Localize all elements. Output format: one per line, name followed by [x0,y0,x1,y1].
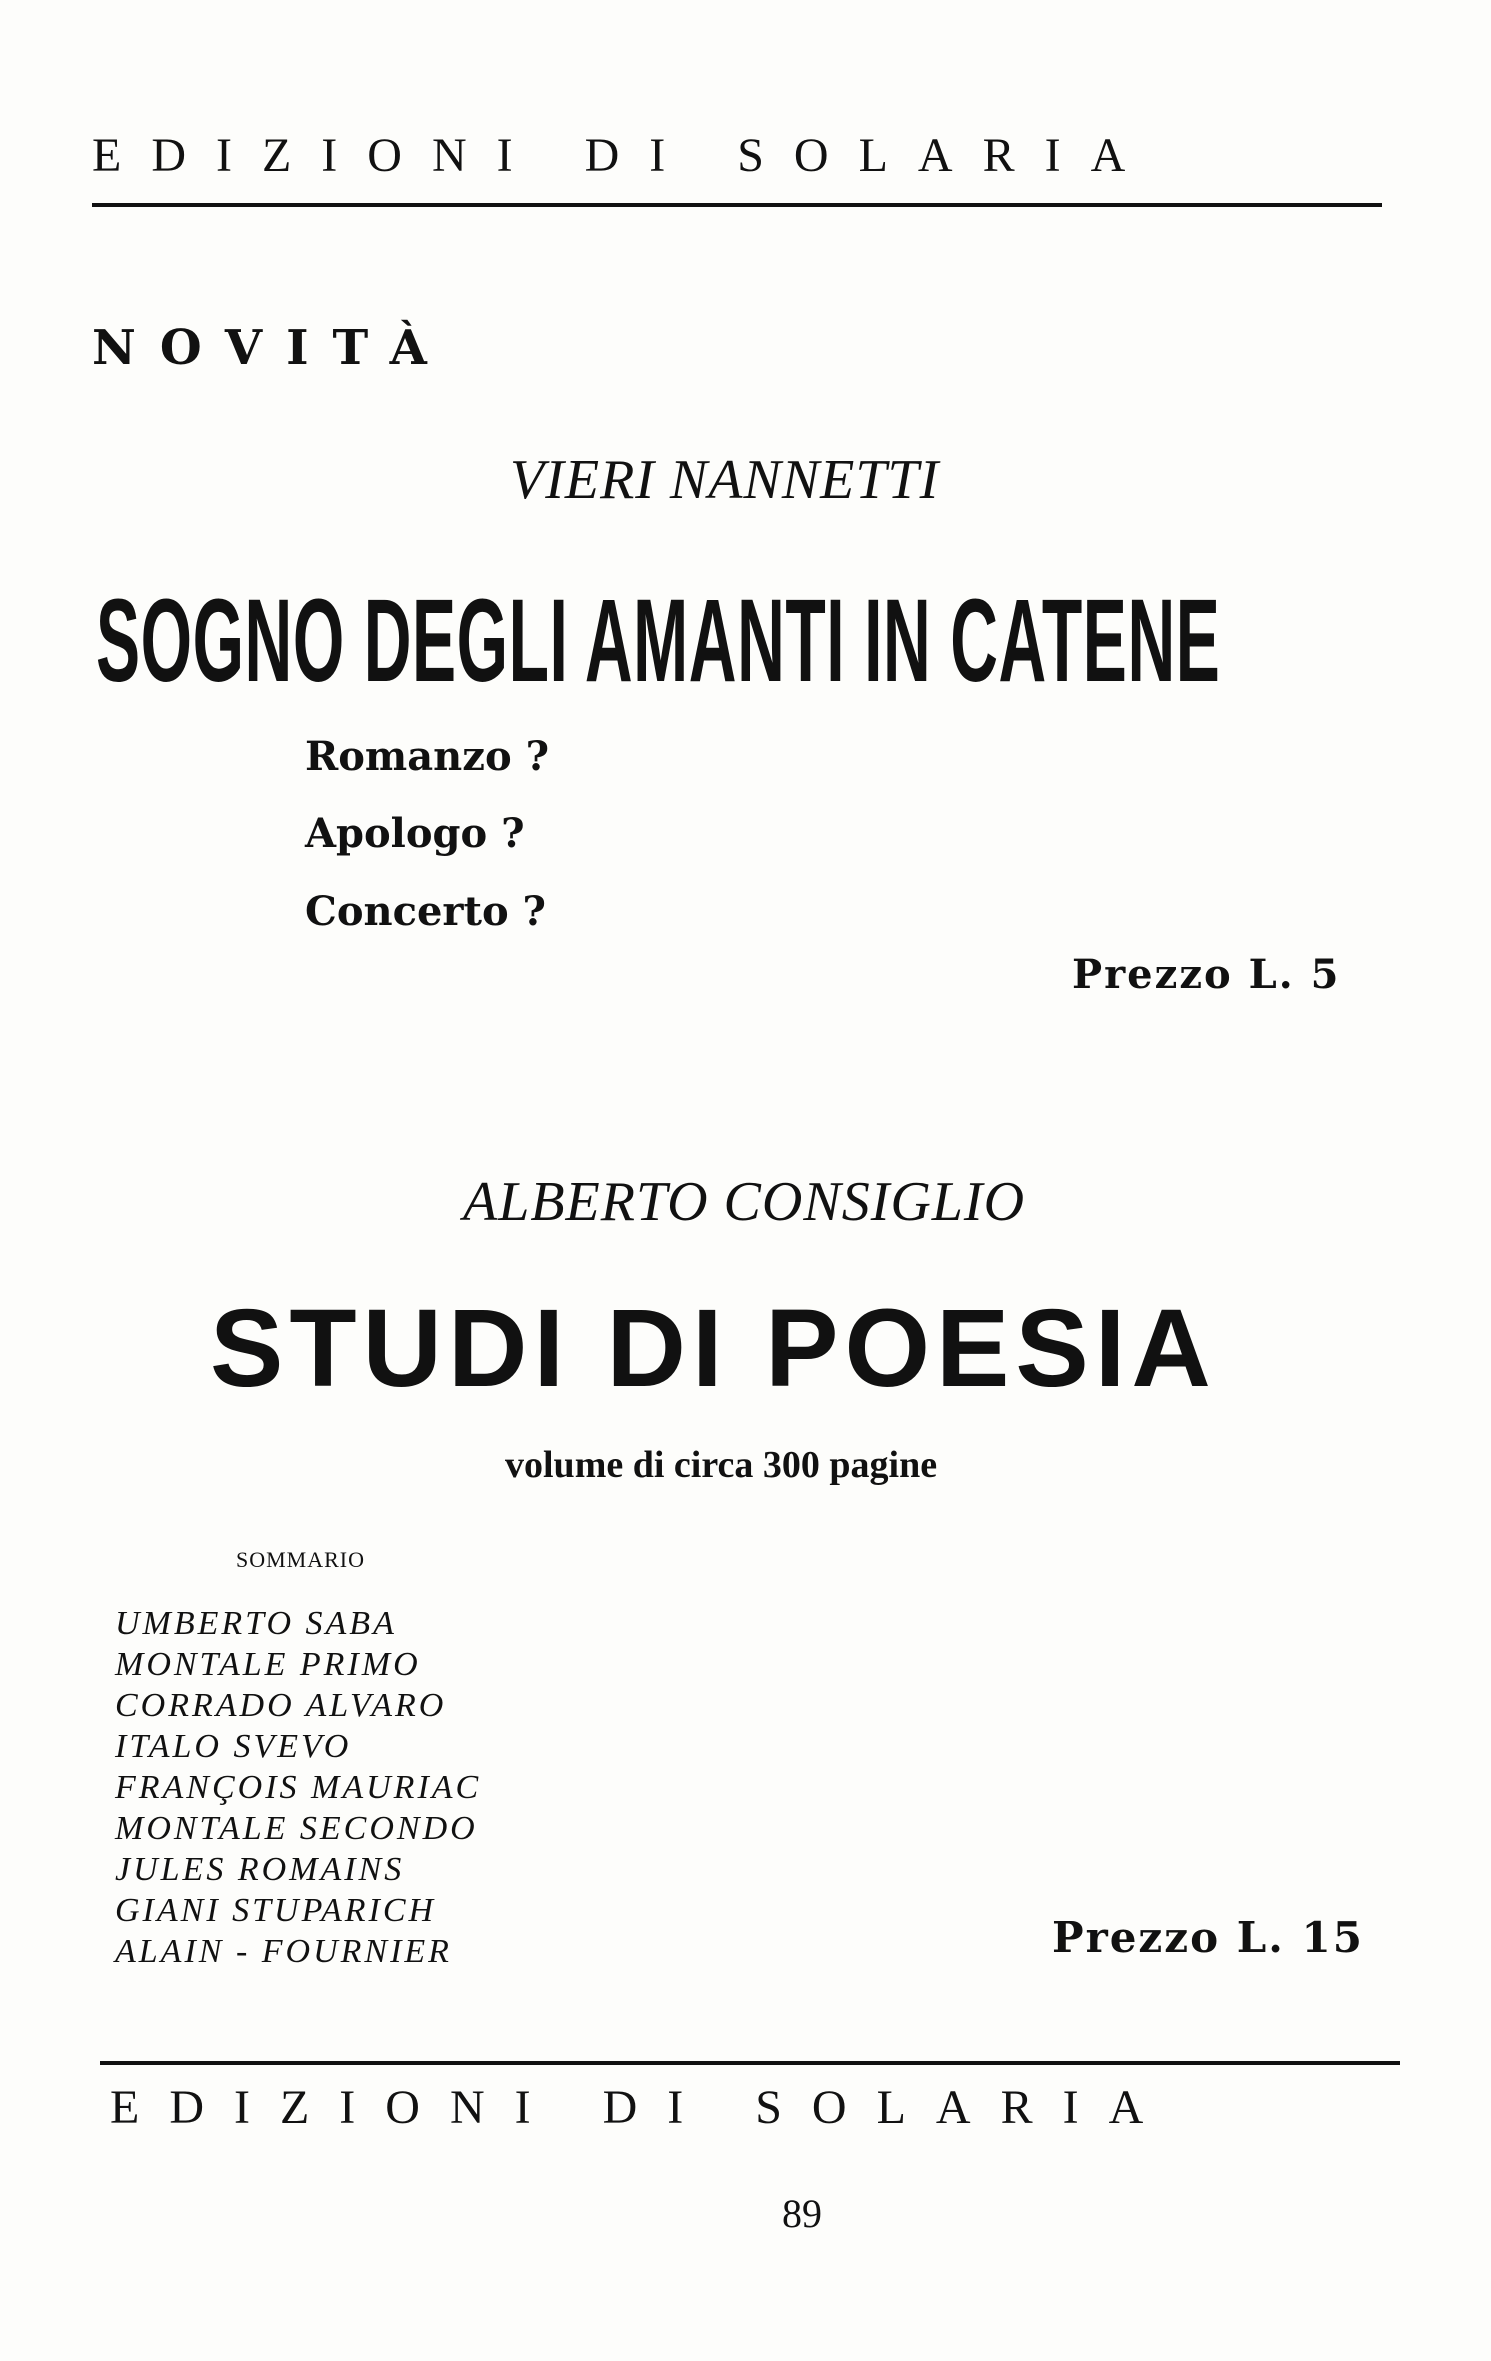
page-number: 89 [782,2191,822,2236]
contents-item: ITALO SVEVO [115,1728,352,1765]
section-label: NOVITÀ [92,320,451,376]
contents-item: UMBERTO SABA [115,1605,397,1642]
contents-list [115,1603,525,1972]
contents-item: MONTALE PRIMO [115,1646,421,1683]
footer-rule [100,2061,1400,2065]
book1-question-1: Romanzo ? [305,733,550,780]
book2-subtitle: volume di circa 300 pagine [505,1444,938,1486]
contents-item: FRANÇOIS MAURIAC [115,1769,482,1806]
footer-publisher: EDIZIONI DI SOLARIA [110,2081,1174,2134]
book2-title: STUDI DI POESIA [210,1287,1217,1410]
book1-author: VIERI NANNETTI [510,449,940,511]
contents-item: ALAIN - FOURNIER [115,1933,452,1970]
book1-question-2: Apologo ? [305,810,525,857]
contents-item: MONTALE SECONDO [115,1810,478,1847]
header-rule [92,203,1382,207]
book2-price: Prezzo L. 15 [1052,1913,1364,1962]
contents-item: GIANI STUPARICH [115,1892,437,1929]
book1-question-3: Concerto ? [305,888,546,935]
contents-item: CORRADO ALVARO [115,1687,447,1724]
contents-item: JULES ROMAINS [115,1851,405,1888]
book1-price: Prezzo L. 5 [1072,951,1341,998]
header-publisher: EDIZIONI DI SOLARIA [92,129,1156,182]
book2-author: ALBERTO CONSIGLIO [463,1171,1026,1233]
contents-label: SOMMARIO [236,1547,366,1572]
book1-title: SOGNO DEGLI AMANTI IN CATENE [96,575,1221,707]
